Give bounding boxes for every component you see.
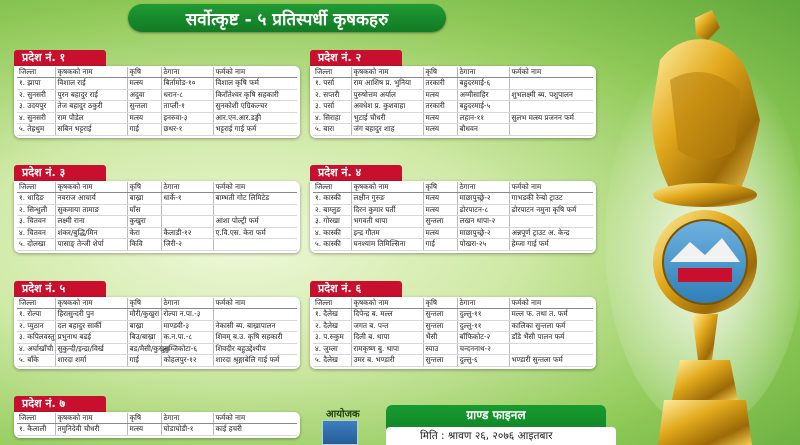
table-row	[313, 89, 593, 101]
column-header-firm: फर्मको नाम	[509, 182, 593, 193]
table-cell: जिरी-२	[161, 239, 213, 251]
table-cell: कोहलपुर-१२	[161, 355, 213, 367]
table-row	[313, 320, 593, 332]
table-cell: राम पौडेल	[55, 112, 127, 124]
table-cell: कुखुरा	[127, 216, 161, 228]
table-row	[17, 124, 297, 136]
table-cell: दिरन कुमार घर्ती	[351, 204, 423, 216]
table-cell: अग्मीसाहिर	[457, 89, 509, 101]
grand-final-title: ग्राण्ड फाइनल	[466, 408, 526, 422]
province-panel-3	[14, 165, 300, 253]
column-header-agri: कृषि	[423, 182, 457, 193]
table-cell: छथर-१	[161, 124, 213, 136]
table-cell: अवधेश प्र. कुशवाहा	[351, 101, 423, 113]
farmer-table	[17, 67, 297, 136]
table-cell	[213, 239, 297, 251]
table-row	[313, 227, 593, 239]
province-title: प्रदेश नं. ५	[14, 281, 106, 297]
table-cell: सबिन भट्टराई	[55, 124, 127, 136]
table-cell: ५. तेह्रथुम	[17, 124, 55, 136]
table-cell: ५. दैलेख	[313, 355, 351, 367]
province-title: प्रदेश नं. १	[14, 50, 106, 66]
table-row	[17, 343, 297, 355]
table-cell: शारदा शर्मा	[55, 355, 127, 367]
table-cell: २. बाग्लुङ	[313, 204, 351, 216]
table-cell: तमुनिदेवी चौधरी	[55, 424, 127, 436]
column-header-district: जिल्ला	[313, 67, 351, 78]
table-row	[313, 78, 593, 90]
table-cell: तरकारी	[423, 78, 457, 90]
table-cell: ५. दोलखा	[17, 239, 55, 251]
table-cell: पुरुषोत्तम अर्याल	[351, 89, 423, 101]
table-cell	[509, 343, 593, 355]
table-row	[17, 78, 297, 90]
table-cell: राम आशिष प्र. भुनिया	[351, 78, 423, 90]
table-cell: गाभडकी रेन्बो ट्राउट	[509, 193, 593, 205]
table-cell: मत्स्य	[423, 89, 457, 101]
table-cell	[161, 204, 213, 216]
table-cell: क.न.पा.-८	[161, 332, 213, 344]
table-cell: २. सप्तरी	[313, 89, 351, 101]
table-cell	[509, 216, 593, 228]
table-row	[313, 124, 593, 136]
table-cell: ढोरपाटन नमुना कृषि फर्म	[509, 204, 593, 216]
table-cell: ४. सिराहा	[313, 112, 351, 124]
table-cell: ३. प.रुकुम	[313, 332, 351, 344]
column-header-agri: कृषि	[127, 182, 161, 193]
column-header-agri: कृषि	[127, 298, 161, 309]
table-header-row	[313, 182, 593, 193]
table-row	[17, 320, 297, 332]
table-cell: ए.वि.एस. केरा फर्म	[213, 227, 297, 239]
table-cell: हेम्जा गाई फर्म	[509, 239, 593, 251]
table-cell: १. झापा	[17, 78, 55, 90]
table-cell: बहुदरमाई-६	[457, 78, 509, 90]
table-cell: नवराज आचार्य	[55, 193, 127, 205]
table-cell: सुकुन्दी/इन्द्रा/विर्ख	[55, 343, 127, 355]
table-cell: ४. अर्घाखाँची	[17, 343, 55, 355]
table-cell: शंकर/बुद्धि/मिन	[55, 227, 127, 239]
table-cell: ४. कास्की	[313, 227, 351, 239]
province-title: प्रदेश नं. ३	[14, 165, 106, 181]
table-cell: २. सिन्धुली	[17, 204, 55, 216]
table-cell: गाई	[127, 355, 161, 367]
table-cell: शिवम् ब.उ. कृषि सहकारी	[213, 332, 297, 344]
table-cell: मत्स्य	[127, 112, 161, 124]
table-cell	[509, 124, 593, 136]
table-cell: शारदा श्रृङ्गाबेलि गाई फर्म	[213, 355, 297, 367]
table-cell: बौधवन	[457, 124, 509, 136]
table-cell: १. धादिङ	[17, 193, 55, 205]
table-cell: बड/मैसी/कुखुरा	[127, 343, 161, 355]
column-header-district: जिल्ला	[17, 298, 55, 309]
table-cell: धार्के-१	[161, 193, 213, 205]
table-cell: मत्स्य	[423, 193, 457, 205]
table-cell: किवि	[127, 239, 161, 251]
province-panel-1	[14, 50, 300, 138]
column-header-agri: कृषि	[127, 413, 161, 424]
table-cell: ताप्ली-१	[161, 101, 213, 113]
table-cell: २. दैलेख	[313, 320, 351, 332]
table-row	[17, 239, 297, 251]
table-row	[313, 343, 593, 355]
table-cell: भगवती थापा	[351, 216, 423, 228]
table-cell: दल बहादुर सार्की	[55, 320, 127, 332]
table-row	[17, 227, 297, 239]
table-row	[17, 216, 297, 228]
table-header-row	[17, 298, 297, 309]
table-cell: मत्स्य	[127, 424, 161, 436]
table-cell: केरा	[127, 227, 161, 239]
column-header-firm: फर्मको नाम	[509, 67, 593, 78]
table-cell: सुन्तला	[423, 320, 457, 332]
column-header-farmer: कृषकको नाम	[351, 67, 423, 78]
table-cell: धरान-८	[161, 89, 213, 101]
table-cell: सुम्जिकोटा-६	[161, 343, 213, 355]
column-header-firm: फर्मको नाम	[213, 298, 297, 309]
table-cell: लक्ष्मी राना	[55, 216, 127, 228]
table-cell: लक्षीन गुरुङ	[351, 193, 423, 205]
table-row	[17, 193, 297, 205]
table-cell: पोखरा-२५	[457, 239, 509, 251]
table-row	[17, 112, 297, 124]
farmer-table	[17, 413, 297, 436]
province-title: प्रदेश नं. ४	[310, 165, 402, 181]
table-cell: ४. चितवन	[17, 227, 55, 239]
table-row	[17, 355, 297, 367]
table-cell: १. दैलेख	[313, 309, 351, 321]
table-cell: माण्डवी-३	[161, 320, 213, 332]
table-cell: अदुवा	[127, 89, 161, 101]
table-cell: शिवदीर बहुउद्देश्यीय	[213, 343, 297, 355]
table-cell: सुन्तला	[127, 101, 161, 113]
table-cell: ४. सुनसरी	[17, 112, 55, 124]
table-cell: माछापुच्छ्रे-२	[457, 227, 509, 239]
table-cell: गाई	[423, 239, 457, 251]
table-row	[17, 309, 297, 321]
table-cell: आर.एन.आर.डङ्गी	[213, 112, 297, 124]
table-cell: बाख्रा	[127, 320, 161, 332]
table-cell: डाँडे भैंसी पालन फर्म	[509, 332, 593, 344]
table-cell: ५. बारा	[313, 124, 351, 136]
table-row	[17, 332, 297, 344]
table-cell: पासाङ् तेन्जी शेर्पा	[55, 239, 127, 251]
table-cell	[213, 204, 297, 216]
event-date: मिति : श्रावण २६, २०७६ आइतबार	[386, 427, 616, 445]
column-header-address: ठेगाना	[457, 67, 509, 78]
table-cell: विशाल राई	[55, 78, 127, 90]
column-header-address: ठेगाना	[457, 182, 509, 193]
table-cell: ३. चितवन	[17, 216, 55, 228]
table-cell: ३. कपिलवस्तु	[17, 332, 55, 344]
column-header-district: जिल्ला	[313, 298, 351, 309]
table-cell: घोडाघोडी-१	[161, 424, 213, 436]
table-cell: माछापुच्छ्रे-२	[457, 193, 509, 205]
table-cell: मत्स्य	[423, 112, 457, 124]
column-header-farmer: कृषकको नाम	[351, 298, 423, 309]
column-header-farmer: कृषकको नाम	[55, 413, 127, 424]
table-cell: हिरासुन्दरी पुन	[55, 309, 127, 321]
table-cell: ५. कास्की	[313, 239, 351, 251]
table-cell: २. प्युठान	[17, 320, 55, 332]
province-panel-2	[310, 50, 596, 138]
table-cell: किराँतेश्वर कृषि सहकारी	[213, 89, 297, 101]
province-panel-5	[14, 281, 300, 369]
table-cell: इनरुवा-३	[161, 112, 213, 124]
column-header-agri: कृषि	[423, 67, 457, 78]
column-header-agri: कृषि	[423, 298, 457, 309]
column-header-address: ठेगाना	[161, 182, 213, 193]
table-cell: मौरी/कुखुरा	[127, 309, 161, 321]
table-cell: ५. बाँके	[17, 355, 55, 367]
province-panel-4	[310, 165, 596, 253]
table-header-row	[17, 413, 297, 424]
column-header-district: जिल्ला	[313, 182, 351, 193]
table-cell: लखन थापा-२	[457, 216, 509, 228]
column-header-firm: फर्मको नाम	[509, 298, 593, 309]
table-cell: तरकारी	[423, 101, 457, 113]
table-cell: दुल्लु-६	[457, 355, 509, 367]
table-cell: २. सुनसरी	[17, 89, 55, 101]
province-title: प्रदेश नं. २	[310, 50, 402, 66]
column-header-address: ठेगाना	[161, 67, 213, 78]
table-cell: नेकासी ब्य. बाख्रापालन	[213, 320, 297, 332]
table-cell: उमर ब. भण्डारी	[351, 355, 423, 367]
table-row	[17, 424, 297, 436]
table-cell: १. पर्सा	[313, 78, 351, 90]
table-cell: सुन्तला	[423, 216, 457, 228]
table-cell: दुल्लु-११	[457, 309, 509, 321]
table-cell: सुकमाया तामाङ	[55, 204, 127, 216]
column-header-farmer: कृषकको नाम	[55, 182, 127, 193]
table-row	[17, 204, 297, 216]
column-header-agri: कृषि	[127, 67, 161, 78]
column-header-district: जिल्ला	[17, 182, 55, 193]
table-cell: विशाल कृषि फर्म	[213, 78, 297, 90]
table-header-row	[313, 67, 593, 78]
table-header-row	[17, 182, 297, 193]
table-cell: जंग बहादुर शाह	[351, 124, 423, 136]
table-cell: पुरन बहादुर राई	[55, 89, 127, 101]
table-cell: कैलाडी-१२	[161, 227, 213, 239]
table-cell: प्रभुनाथ बढई	[55, 332, 127, 344]
column-header-farmer: कृषकको नाम	[55, 298, 127, 309]
table-cell: दुल्लु-११	[457, 320, 509, 332]
farmer-table	[313, 298, 593, 367]
table-row	[313, 101, 593, 113]
table-cell: ३. पर्सा	[313, 101, 351, 113]
province-title: प्रदेश नं. ६	[310, 281, 402, 297]
table-cell: बाख्रा	[127, 193, 161, 205]
table-header-row	[313, 298, 593, 309]
table-cell: मत्स्य	[127, 78, 161, 90]
table-cell: घाँस	[127, 204, 161, 216]
table-cell: सुलभ मत्स्य प्रजनन फर्म	[509, 112, 593, 124]
table-row	[313, 239, 593, 251]
table-cell: सुनकोशी एग्रिकल्चर	[213, 101, 297, 113]
table-cell: बहुदरमाई-५	[457, 101, 509, 113]
organizer-logo	[322, 420, 358, 445]
table-row	[313, 193, 593, 205]
table-cell: गाई	[127, 124, 161, 136]
table-cell	[509, 101, 593, 113]
table-cell: ४. जुम्ला	[313, 343, 351, 355]
table-row	[17, 101, 297, 113]
table-cell: मल्ल फ. तथा त. फर्म	[509, 309, 593, 321]
table-cell: घनश्याम तिमिल्सिना	[351, 239, 423, 251]
table-row	[313, 309, 593, 321]
page-banner: सर्वोत्कृष्ट - ५ प्रतिस्पर्धी कृषकहरु	[128, 4, 446, 32]
column-header-firm: फर्मको नाम	[213, 67, 297, 78]
trophy-icon	[600, 0, 800, 445]
table-row	[313, 204, 593, 216]
table-cell: सुन्तला	[423, 309, 457, 321]
table-cell: शुभलक्ष्मी ब्य. पशुपालन	[509, 89, 593, 101]
table-cell: बिउ/बाख्रा	[127, 332, 161, 344]
column-header-district: जिल्ला	[17, 413, 55, 424]
province-panel-6	[310, 281, 596, 369]
table-cell: भट्टराई गाई फर्म	[213, 124, 297, 136]
table-cell	[161, 216, 213, 228]
province-panel-7	[14, 396, 300, 438]
table-row	[313, 332, 593, 344]
province-title: प्रदेश नं. ७	[14, 396, 106, 412]
table-cell: मत्स्य	[423, 227, 457, 239]
column-header-address: ठेगाना	[161, 298, 213, 309]
table-cell: अन्नपूर्ण ट्राउट अ. केन्द्र	[509, 227, 593, 239]
table-cell: भुटाई चौधरी	[351, 112, 423, 124]
column-header-district: जिल्ला	[17, 67, 55, 78]
table-cell: इन्द्र गौतम	[351, 227, 423, 239]
table-cell: बाम्भती गोट लिमिटेड	[213, 193, 297, 205]
farmer-table	[313, 67, 593, 136]
column-header-address: ठेगाना	[457, 298, 509, 309]
farmer-table	[313, 182, 593, 251]
table-row	[17, 89, 297, 101]
column-header-address: ठेगाना	[161, 413, 213, 424]
table-cell: दिली ब. थापा	[351, 332, 423, 344]
table-cell: कालिका सुन्तला फर्म	[509, 320, 593, 332]
table-cell: मत्स्य	[423, 204, 457, 216]
table-cell: सुन्तला	[423, 355, 457, 367]
table-cell: ३. उदयपुर	[17, 101, 55, 113]
farmer-table	[17, 182, 297, 251]
table-cell: १. कैलाली	[17, 424, 55, 436]
table-cell: दिपेन्द्र ब. मल्ल	[351, 309, 423, 321]
table-cell: रामकृष्ण बु. थापा	[351, 343, 423, 355]
table-cell	[509, 78, 593, 90]
column-header-firm: फर्मको नाम	[213, 182, 297, 193]
table-cell: भण्डारी सुन्तला फर्म	[509, 355, 593, 367]
column-header-farmer: कृषकको नाम	[55, 67, 127, 78]
table-cell: बाँफिकोट-२	[457, 332, 509, 344]
column-header-firm: फर्मको नाम	[213, 413, 297, 424]
table-row	[313, 355, 593, 367]
organizer-label: आयोजक	[326, 409, 360, 420]
table-cell: १. रोल्पा	[17, 309, 55, 321]
table-cell: भैंसी	[423, 332, 457, 344]
table-cell: तेज बहादुर ठकुरी	[55, 101, 127, 113]
farmer-table	[17, 298, 297, 367]
table-row	[313, 216, 593, 228]
table-cell: बिर्तामोड-१०	[161, 78, 213, 90]
table-cell: लहान-११	[457, 112, 509, 124]
table-cell: ढोरपाटन-८	[457, 204, 509, 216]
table-cell	[213, 309, 297, 321]
table-cell: चन्दननाथ-२	[457, 343, 509, 355]
table-cell: स्याउ	[423, 343, 457, 355]
table-cell: मत्स्य	[423, 124, 457, 136]
table-cell: ३. गोरखा	[313, 216, 351, 228]
table-row	[313, 112, 593, 124]
table-cell: काई हचरी	[213, 424, 297, 436]
table-cell: १. कास्की	[313, 193, 351, 205]
table-cell: रोल्पा न.पा.-३	[161, 309, 213, 321]
column-header-farmer: कृषकको नाम	[351, 182, 423, 193]
table-cell: जगत ब. पन्त	[351, 320, 423, 332]
table-cell: आशा पोल्ट्री फर्म	[213, 216, 297, 228]
table-header-row	[17, 67, 297, 78]
